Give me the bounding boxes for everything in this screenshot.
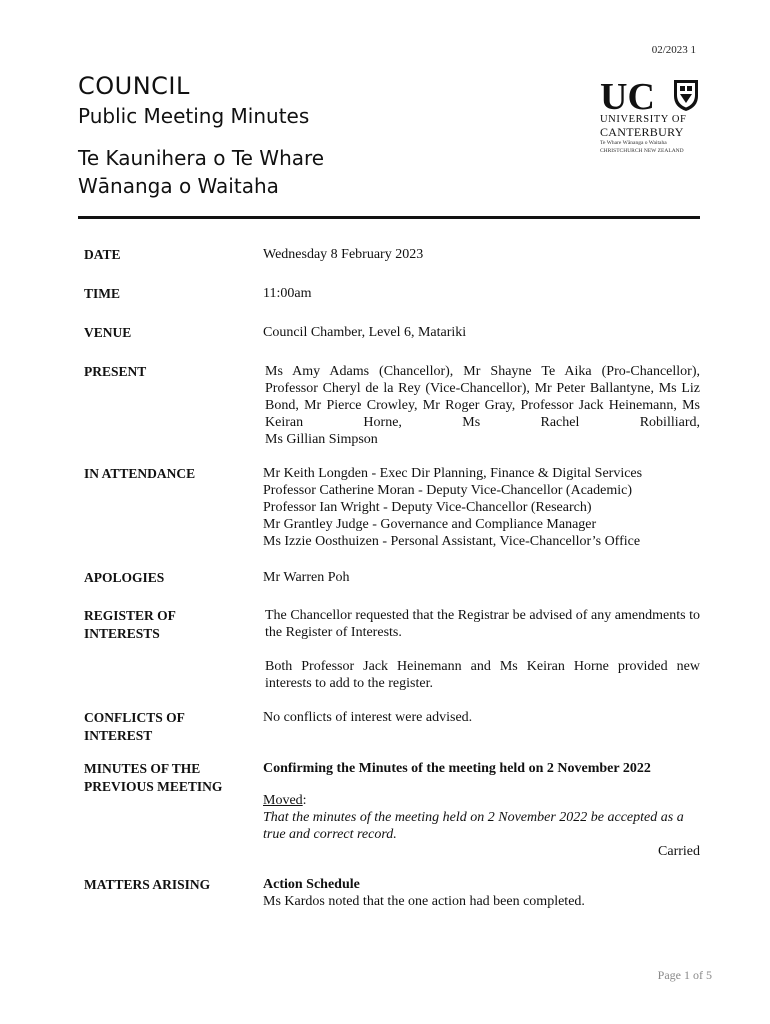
row-venue [84,324,700,342]
value-present [263,363,700,448]
motion-outcome: Carried [658,844,700,859]
page-subtitle: Public Meeting Minutes [78,104,310,128]
label-venue: VENUE [84,325,132,340]
label-conflicts-line-1: CONFLICTS OF [84,710,185,725]
maori-title-line-2: Wānanga o Waitaha [78,174,279,198]
moved-colon: : [302,793,307,808]
present-members-last: Ms Gillian Simpson [265,432,378,447]
label-time: TIME [84,286,121,301]
logo-line-maori-name: Te Whare Wānanga o Waitaha [600,140,667,146]
label-minutes-line-1: MINUTES OF THE [84,761,201,776]
moved-label: Moved [263,793,303,808]
label-present: PRESENT [84,364,147,379]
action-schedule-heading: Action Schedule [263,877,360,892]
page-title: COUNCIL [78,72,190,100]
logo-line-canterbury: CANTERBURY [600,125,684,139]
logo-line-university-of: UNIVERSITY OF [600,114,687,125]
row-previous-minutes [84,760,700,860]
moved-line [263,792,700,809]
row-matters-arising [84,876,700,910]
label-matters-arising: MATTERS ARISING [84,877,211,892]
minutes-motion: That the minutes of the meeting held on 2 November 2022 be accepted as a true and correct record. [263,810,684,842]
maori-title-line-1: Te Kaunihera o Te Whare [78,146,325,170]
label-date: DATE [84,247,121,262]
label-conflicts-line-2: INTEREST [84,728,153,743]
attendee-4: Mr Grantley Judge - Governance and Compliance Manager [263,517,597,532]
value-matters-arising [263,876,700,910]
label-apologies: APOLOGIES [84,570,165,585]
minutes-body [84,246,700,910]
value-time: 11:00am [263,286,312,301]
row-conflicts-of-interest [84,709,700,745]
logo-line-location: CHRISTCHURCH NEW ZEALAND [600,148,684,154]
title-block [78,70,324,200]
label-register-line-2: INTERESTS [84,626,160,641]
label-register-of-interests [84,607,263,692]
minutes-heading: Confirming the Minutes of the meeting held on 2 November 2022 [263,761,651,776]
maori-title [78,144,324,200]
row-register-of-interests [84,607,700,692]
row-date [84,246,700,264]
label-register-line-1: REGISTER OF [84,608,176,623]
page-number: Page 1 of 5 [657,968,712,982]
value-conflicts-of-interest: No conflicts of interest were advised. [263,710,473,725]
label-attendance: IN ATTENDANCE [84,466,196,481]
uc-monogram: UC [600,78,655,112]
value-apologies: Mr Warren Poh [263,570,350,585]
value-attendance [263,465,700,550]
attendee-1: Mr Keith Longden - Exec Dir Planning, Finance & Digital Services [263,466,643,481]
row-present [84,363,700,448]
value-register-of-interests [263,607,700,692]
action-schedule-text: Ms Kardos noted that the one action had been completed. [263,894,585,909]
label-previous-minutes [84,760,263,860]
present-members: Ms Amy Adams (Chancellor), Mr Shayne Te Aika (Pro-Chancellor), Professor Cheryl de la Rey (Vice-Chancellor), Mr Peter Ballantyne, Ms Liz Bond, Mr Pierce Crowley, Mr Roger Gray, Professor Jack Heinemann, Ms Keiran Horne, Ms Rachel Robilliard, [265,364,700,430]
register-paragraph-1: The Chancellor requested that the Registrar be advised of any amendments to the Register of Interests. [265,608,700,640]
university-logo [600,78,704,155]
shield-icon [674,80,698,111]
register-paragraph-2: Both Professor Jack Heinemann and Ms Keiran Horne provided new interests to add to the register. [265,659,700,691]
attendee-3: Professor Ian Wright - Deputy Vice-Chancellor (Research) [263,500,592,515]
document-reference: 02/2023 1 [651,44,696,56]
label-minutes-line-2: PREVIOUS MEETING [84,779,223,794]
row-time [84,285,700,303]
row-attendance [84,465,700,550]
attendee-2: Professor Catherine Moran - Deputy Vice-Chancellor (Academic) [263,483,632,498]
value-previous-minutes [263,760,700,860]
value-venue: Council Chamber, Level 6, Matariki [263,325,467,340]
uc-crest-icon [600,78,700,112]
label-conflicts-of-interest [84,709,263,745]
row-apologies [84,569,700,587]
value-date: Wednesday 8 February 2023 [263,247,424,262]
attendee-5: Ms Izzie Oosthuizen - Personal Assistant, Vice-Chancellor’s Office [263,534,641,549]
header-divider [78,216,700,219]
